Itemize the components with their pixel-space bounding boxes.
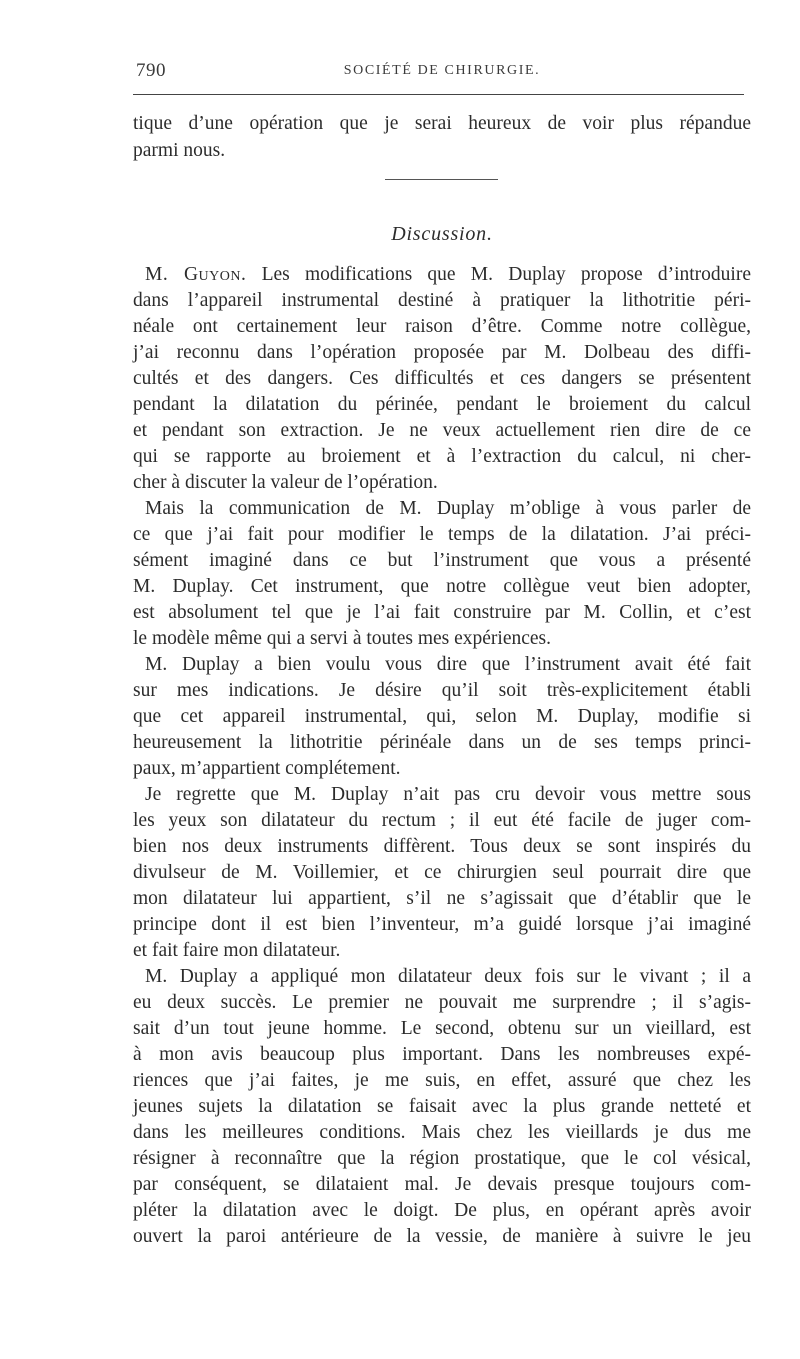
text-line: et fait faire mon dilatateur. <box>133 940 341 961</box>
text-line: le modèle même qui a servi à toutes mes expériences. <box>133 628 552 649</box>
text-line: cher à discuter la valeur de l’opération. <box>133 472 438 493</box>
speaker-paragraph-start <box>145 262 751 288</box>
text-line: résigner à reconnaître que la région prostatique, que le col vésical, <box>133 1148 751 1169</box>
text-line: pléter la dilatation avec le doigt. De plus, en opérant après avoir <box>133 1200 751 1221</box>
running-header <box>133 60 751 84</box>
paragraph-first-line: M. Duplay a bien voulu vous dire que l’instrument avait été fait <box>145 654 751 675</box>
text-line: dans les meilleures conditions. Mais chez les vieillards je dus me <box>133 1122 751 1143</box>
text-line: les yeux son dilatateur du rectum ; il eut été facile de juger com- <box>133 810 751 831</box>
text-line: par conséquent, se dilataient mal. Je devais presque toujours com- <box>133 1174 751 1195</box>
text-line: j’ai reconnu dans l’opération proposée par M. Dolbeau des diffi- <box>133 342 751 363</box>
text-line: pendant la dilatation du périnée, pendant le broiement du calcul <box>133 394 751 415</box>
text-line: néale ont certainement leur raison d’être. Comme notre collègue, <box>133 316 751 337</box>
text-line: dans l’appareil instrumental destiné à pratiquer la lithotritie péri- <box>133 290 751 311</box>
text-line: heureusement la lithotritie périnéale dans un de ses temps princi- <box>133 732 751 753</box>
paragraph-first-line: Je regrette que M. Duplay n’ait pas cru devoir vous mettre sous <box>145 784 751 805</box>
section-heading: Discussion. <box>391 223 493 245</box>
text-line: mon dilatateur lui appartient, s’il ne s’agissait que d’établir que le <box>133 888 751 909</box>
header-rule <box>133 94 744 95</box>
text-line: jeunes sujets la dilatation se faisait avec la plus grande netteté et <box>133 1096 751 1117</box>
text-line: que cet appareil instrumental, qui, selon M. Duplay, modifie si <box>133 706 751 727</box>
text-line: divulseur de M. Voillemier, et ce chirurgien seul pourrait dire que <box>133 862 751 883</box>
text-line: ouvert la paroi antérieure de la vessie, de manière à suivre le jeu <box>133 1226 751 1247</box>
text-line: parmi nous. <box>133 140 226 161</box>
text-line: paux, m’appartient complétement. <box>133 758 401 779</box>
running-title: SOCIÉTÉ DE CHIRURGIE. <box>343 63 541 78</box>
speaker-first-line: Les modifications que M. Duplay propose d’introduire <box>261 264 751 285</box>
section-separator-rule <box>385 179 498 180</box>
text-line: sur mes indications. Je désire qu’il soit très-explicitement établi <box>133 680 751 701</box>
text-line: cultés et des dangers. Ces difficultés et ces dangers se présentent <box>133 368 751 389</box>
paragraph-first-line: M. Duplay a appliqué mon dilatateur deux fois sur le vivant ; il a <box>145 966 751 987</box>
text-line: principe dont il est bien l’inventeur, m’a guidé lorsque j’ai imaginé <box>133 914 751 935</box>
text-line: sément imaginé dans ce but l’instrument que vous a présenté <box>133 550 751 571</box>
page-number: 790 <box>136 60 166 81</box>
text-line: à mon avis beaucoup plus important. Dans les nombreuses expé- <box>133 1044 751 1065</box>
paragraph-first-line: Mais la communication de M. Duplay m’oblige à vous parler de <box>145 498 751 519</box>
text-line: riences que j’ai faites, je me suis, en effet, assuré que chez les <box>133 1070 751 1091</box>
text-line: et pendant son extraction. Je ne veux actuellement rien dire de ce <box>133 420 751 441</box>
text-line: sait d’un tout jeune homme. Le second, obtenu sur un vieillard, est <box>133 1018 751 1039</box>
text-line: ce que j’ai fait pour modifier le temps de la dilatation. J’ai préci- <box>133 524 751 545</box>
text-line: qui se rapporte au broiement et à l’extraction du calcul, ni cher- <box>133 446 751 467</box>
text-line: bien nos deux instruments diffèrent. Tous deux se sont inspirés du <box>133 836 751 857</box>
text-line: est absolument tel que je l’ai fait construire par M. Collin, et c’est <box>133 602 751 623</box>
speaker-name: M. Guyon. <box>145 264 247 285</box>
text-line: M. Duplay. Cet instrument, que notre collègue veut bien adopter, <box>133 576 751 597</box>
text-line: eu deux succès. Le premier ne pouvait me surprendre ; il s’agis- <box>133 992 751 1013</box>
text-line: tique d’une opération que je serai heureux de voir plus répandue <box>133 113 751 134</box>
